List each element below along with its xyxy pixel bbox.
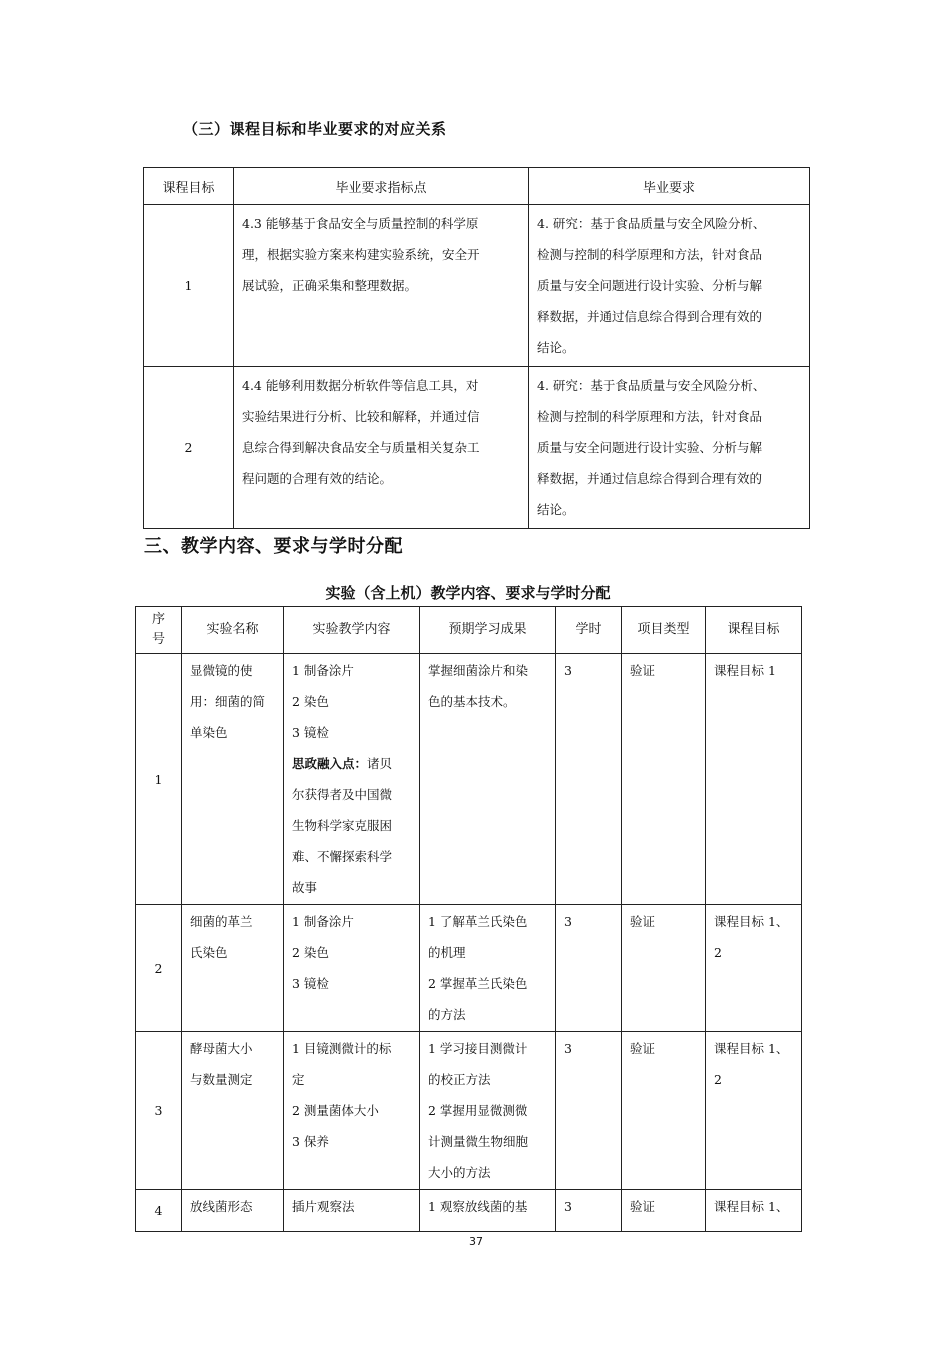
header-cell: 课程目标 (706, 607, 802, 654)
main-heading: 三、教学内容、要求与学时分配 (144, 536, 403, 557)
requirement-cell: 4. 研究：基于食品质量与安全风险分析、 检测与控制的科学原理和方法，针对食品 质量与安全问题进行设计实验、分析与解 释数据，并通过信息综合得到合理有效的 结论。 (529, 367, 810, 529)
table-caption: 实验（含上机）教学内容、要求与学时分配 (325, 584, 611, 602)
goal-cell: 课程目标 1、 2 (706, 905, 802, 1032)
section-heading: （三）课程目标和毕业要求的对应关系 (183, 120, 447, 138)
table-row (136, 1032, 802, 1190)
hours-cell: 3 (556, 654, 622, 905)
table-header-row (136, 607, 802, 654)
table-header-row (144, 168, 810, 205)
name-cell: 放线菌形态 (182, 1190, 284, 1232)
hours-cell: 3 (556, 1032, 622, 1190)
goal-cell: 2 (144, 367, 234, 529)
header-cell: 课程目标 (144, 168, 234, 205)
requirement-cell: 4. 研究：基于食品质量与安全风险分析、 检测与控制的科学原理和方法，针对食品 质量与安全问题进行设计实验、分析与解 释数据，并通过信息综合得到合理有效的 结论。 (529, 205, 810, 367)
header-cell: 预期学习成果 (420, 607, 556, 654)
seq-cell: 4 (136, 1190, 182, 1232)
outcome-cell: 1 了解革兰氏染色 的机理 2 掌握革兰氏染色 的方法 (420, 905, 556, 1032)
type-cell: 验证 (622, 1032, 706, 1190)
seq-cell: 3 (136, 1032, 182, 1190)
table-row (144, 205, 810, 367)
goal-cell: 1 (144, 205, 234, 367)
hours-cell: 3 (556, 1190, 622, 1232)
table-row (136, 1190, 802, 1232)
experiment-table (135, 606, 802, 1232)
indicator-cell: 4.4 能够利用数据分析软件等信息工具，对 实验结果进行分析、比较和解释，并通过信 息综合得到解决食品安全与质量相关复杂工 程问题的合理有效的结论。 (234, 367, 529, 529)
name-cell: 酵母菌大小 与数量测定 (182, 1032, 284, 1190)
table-row (136, 905, 802, 1032)
goal-cell: 课程目标 1 (706, 654, 802, 905)
content-cell: 插片观察法 (284, 1190, 420, 1232)
header-cell: 学时 (556, 607, 622, 654)
seq-cell: 1 (136, 654, 182, 905)
indicator-cell: 4.3 能够基于食品安全与质量控制的科学原 理，根据实验方案来构建实验系统，安全开 展试验，正确采集和整理数据。 (234, 205, 529, 367)
type-cell: 验证 (622, 1190, 706, 1232)
name-cell: 细菌的革兰 氏染色 (182, 905, 284, 1032)
ideology-label: 思政融入点： (292, 756, 368, 771)
table-row (136, 654, 802, 905)
header-cell: 毕业要求 (529, 168, 810, 205)
outcome-cell: 1 学习接目测微计 的校正方法 2 掌握用显微测微 计测量微生物细胞 大小的方法 (420, 1032, 556, 1190)
goal-cell: 课程目标 1、 2 (706, 1032, 802, 1190)
hours-cell: 3 (556, 905, 622, 1032)
header-cell: 毕业要求指标点 (234, 168, 529, 205)
content-cell: 1 制备涂片 2 染色 3 镜检 思政融入点：诸贝 尔获得者及中国微 生物科学家克服困 难、不懈探索科学 故事 (284, 654, 420, 905)
header-cell: 实验教学内容 (284, 607, 420, 654)
header-cell: 项目类型 (622, 607, 706, 654)
goal-mapping-table (143, 167, 810, 529)
content-cell: 1 制备涂片 2 染色 3 镜检 (284, 905, 420, 1032)
name-cell: 显微镜的使 用：细菌的简 单染色 (182, 654, 284, 905)
outcome-cell: 掌握细菌涂片和染 色的基本技术。 (420, 654, 556, 905)
outcome-cell: 1 观察放线菌的基 (420, 1190, 556, 1232)
header-cell: 实验名称 (182, 607, 284, 654)
type-cell: 验证 (622, 654, 706, 905)
type-cell: 验证 (622, 905, 706, 1032)
page-number: 37 (469, 1235, 483, 1248)
header-cell: 序 号 (136, 607, 182, 654)
content-cell: 1 目镜测微计的标 定 2 测量菌体大小 3 保养 (284, 1032, 420, 1190)
table-row (144, 367, 810, 529)
goal-cell: 课程目标 1、 (706, 1190, 802, 1232)
seq-cell: 2 (136, 905, 182, 1032)
